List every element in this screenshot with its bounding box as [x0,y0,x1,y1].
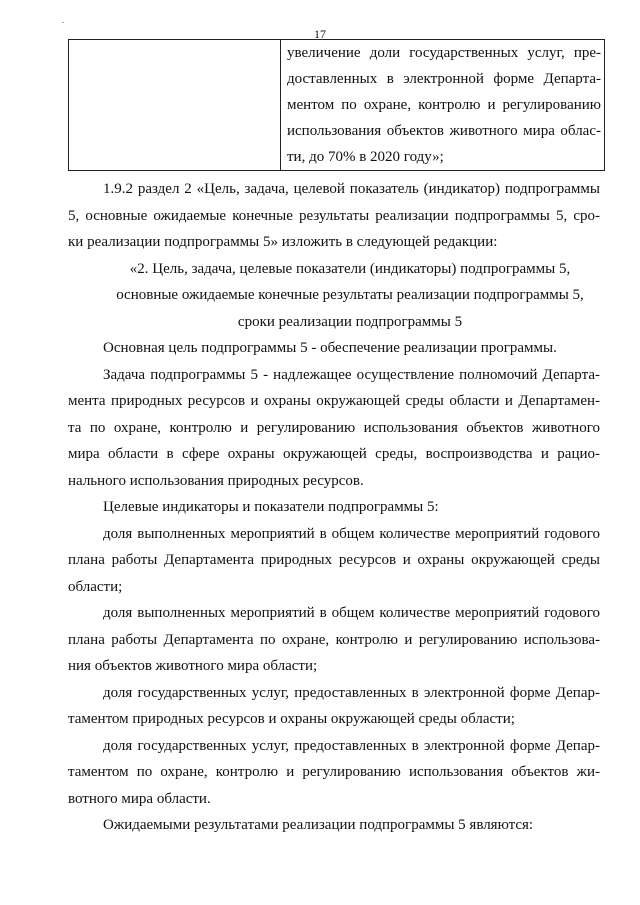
body-text-line: Ожидаемыми результатами реализации подпрограммы 5 являются: [103,817,534,833]
table-text-cell [287,40,601,170]
body-text-line: Задача подпрограммы 5 - надлежащее осуществление полномочий Департа- [103,366,600,383]
table-cell-line: ти, до 70% в 2020 году»; [287,149,444,165]
body-text-line: 5, основные ожидаемые конечные результаты реализации подпрограммы 5, сро- [68,207,600,224]
body-text-line: Целевые индикаторы и показатели подпрограммы 5: [103,499,439,515]
body-text-line: плана работы Департамента по охране, контролю и регулированию использова- [68,631,600,648]
body-text-line: доля выполненных мероприятий в общем количестве мероприятий годового [103,525,600,542]
body-text-line: доля государственных услуг, предоставленных в электронной форме Депар- [103,684,600,701]
centered-heading-line: «2. Цель, задача, целевые показатели (индикаторы) подпрограммы 5, [129,260,571,277]
body-text-line: Основная цель подпрограммы 5 - обеспечение реализации программы. [103,340,557,356]
body-text-line: нального использования природных ресурсов. [68,472,364,489]
continuation-table [68,39,605,171]
table-cell-line: доставленных в электронной форме Департа- [287,71,601,87]
table-cell-line: увеличение доли государственных услуг, пре- [287,45,601,61]
scan-speck [62,22,64,23]
body-text-line: мира области в сфере охраны окружающей среды, воспроизводства и рацио- [68,446,600,462]
centered-heading-line: основные ожидаемые конечные результаты реализации подпрограммы 5, [116,287,584,303]
body-text-line: доля выполненных мероприятий в общем количестве мероприятий годового [103,605,600,621]
body-text-line: плана работы Департамента природных ресурсов и охраны окружающей среды [68,552,600,568]
centered-heading-line: сроки реализации подпрограммы 5 [237,313,463,330]
body-text-line: мента природных ресурсов и охраны окружающей среды области и Департамен- [68,393,600,409]
body-text-line: та по охране, контролю и регулированию использования объектов животного [68,419,600,436]
body-text-line: таментом по охране, контролю и регулированию использования объектов жи- [68,764,600,780]
table-empty-cell [69,40,281,170]
table-cell-line: использования объектов животного мира облас- [287,123,601,139]
body-text-line: вотного мира области. [68,790,211,807]
table-cell-line: ментом по охране, контролю и регулированию [287,97,601,113]
body-text-line: 1.9.2 раздел 2 «Цель, задача, целевой показатель (индикатор) подпрограммы [103,181,600,197]
body-text-line: области; [68,578,123,595]
body-text-line: ния объектов животного мира области; [68,658,318,674]
body-text-line: доля государственных услуг, предоставленных в электронной форме Депар- [103,737,600,754]
body-text-line: таментом природных ресурсов и охраны окружающей среды области; [68,711,515,727]
document-body [68,176,600,839]
page-number: 17 [314,27,326,41]
body-text-line: ки реализации подпрограммы 5» изложить в следующей редакции: [68,234,498,250]
